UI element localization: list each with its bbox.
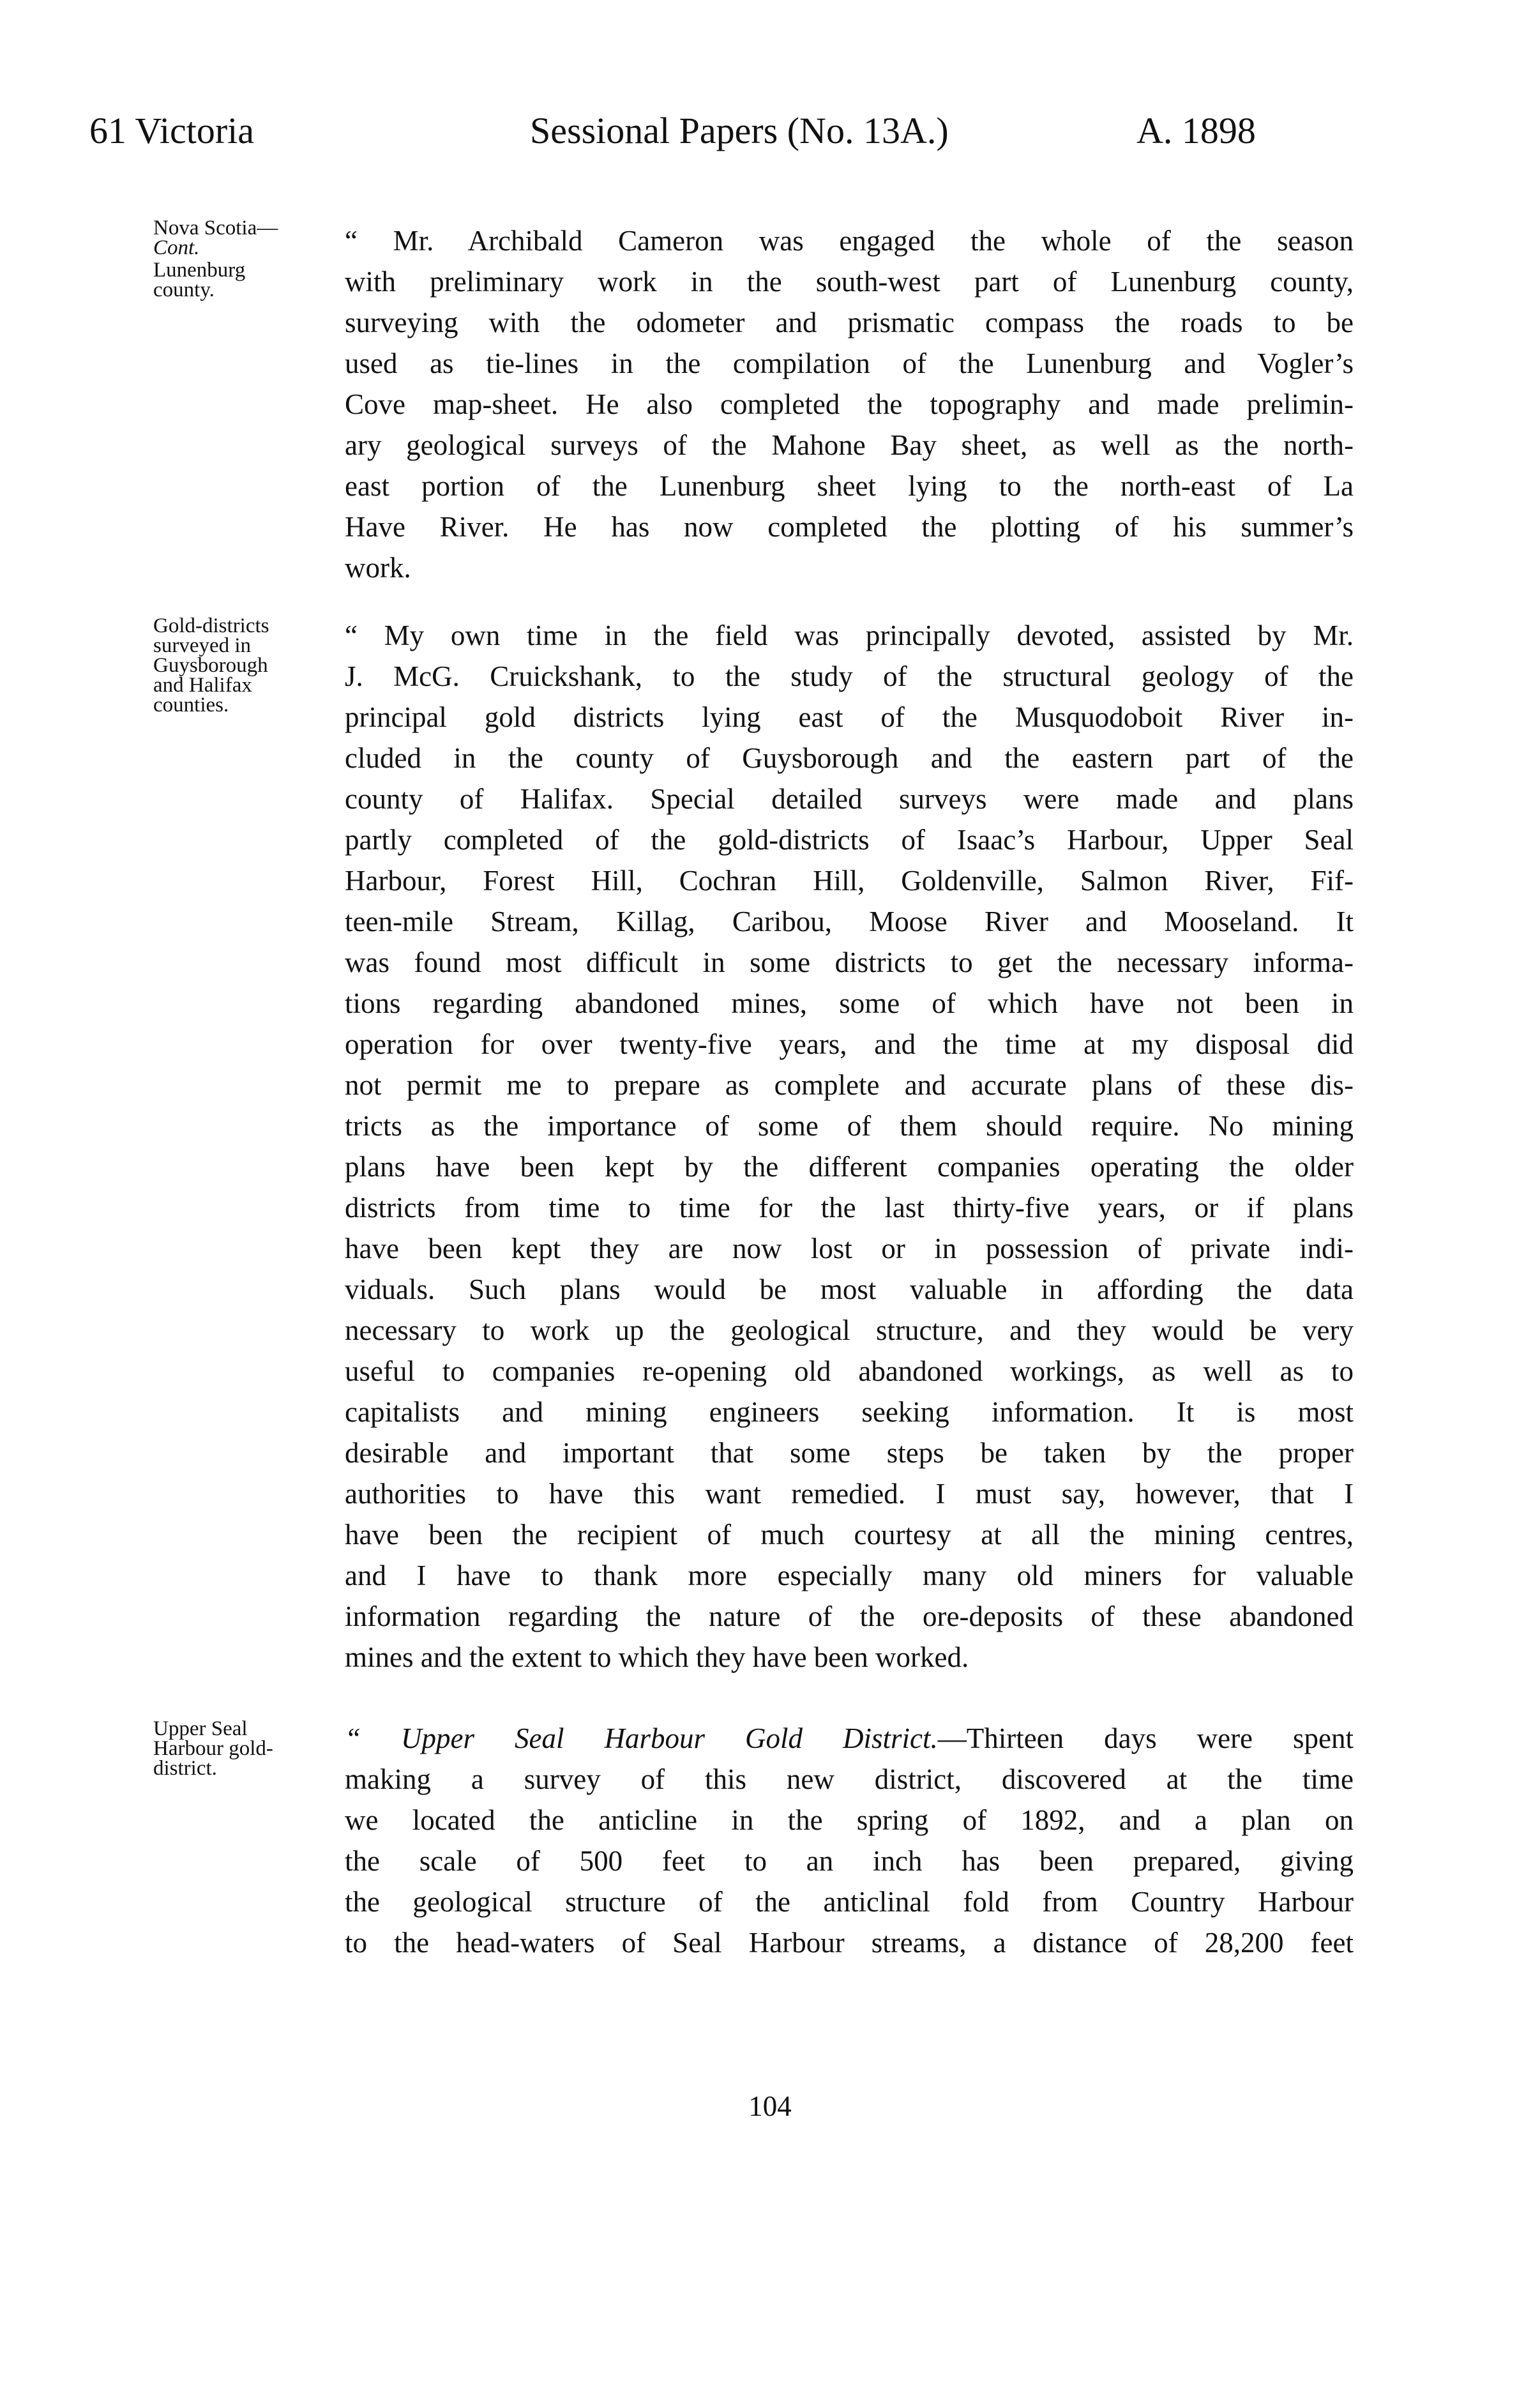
text-line: viduals. Such plans would be most valuable in affording the data bbox=[345, 1273, 1354, 1305]
margin-note-line: county. bbox=[153, 278, 215, 301]
text-line: tions regarding abandoned mines, some of which have not been in bbox=[345, 987, 1354, 1019]
margin-note-line: Guysborough bbox=[153, 654, 268, 677]
page-number: 104 bbox=[748, 2090, 792, 2122]
text-line: J. McG. Cruickshank, to the study of the structural geology of the bbox=[345, 660, 1354, 692]
text-line: work. bbox=[345, 552, 411, 584]
text-line: districts from time to time for the last thirty-five years, or if plans bbox=[345, 1192, 1354, 1224]
text-line: surveying with the odometer and prismatic compass the roads to be bbox=[345, 307, 1354, 338]
margin-note-line: and Halifax bbox=[153, 674, 252, 697]
text-line: cluded in the county of Guysborough and the eastern part of the bbox=[345, 742, 1354, 774]
paragraph-upper-seal-harbour bbox=[345, 1718, 1354, 1963]
text-line: was found most difficult in some districts to get the necessary informa- bbox=[345, 946, 1354, 978]
text-line: necessary to work up the geological structure, and they would be very bbox=[345, 1314, 1354, 1346]
margin-note-line: counties. bbox=[153, 694, 229, 717]
header-left: 61 Victoria bbox=[89, 110, 254, 151]
text-line: Have River. He has now completed the plotting of his summer’s bbox=[345, 511, 1354, 543]
paragraph-own-time bbox=[345, 615, 1354, 1678]
text-line: teen-mile Stream, Killag, Caribou, Moose River and Mooseland. It bbox=[345, 906, 1354, 937]
text-line: have been the recipient of much courtesy at all the mining centres, bbox=[345, 1519, 1354, 1551]
text-line: we located the anticline in the spring of 1892, and a plan on bbox=[345, 1804, 1354, 1836]
margin-note-lunenburg bbox=[153, 218, 313, 300]
text-line: tricts as the importance of some of them should require. No mining bbox=[345, 1110, 1354, 1142]
header-center: Sessional Papers (No. 13A.) bbox=[530, 110, 949, 151]
text-line: operation for over twenty-five years, and the time at my disposal did bbox=[345, 1028, 1354, 1060]
text-line: have been kept they are now lost or in possession of private indi- bbox=[345, 1233, 1354, 1264]
text-line: authorities to have this want remedied. I must say, however, that I bbox=[345, 1478, 1354, 1510]
text-line: Cove map-sheet. He also completed the topography and made prelimin- bbox=[345, 388, 1354, 420]
text-line: county of Halifax. Special detailed surveys were made and plans bbox=[345, 783, 1354, 815]
text-line: “ My own time in the field was principally devoted, assisted by Mr. bbox=[345, 619, 1354, 651]
text-line: partly completed of the gold-districts of Isaac’s Harbour, Upper Seal bbox=[345, 824, 1354, 856]
text-line: information regarding the nature of the ore-deposits of these abandoned bbox=[345, 1600, 1354, 1632]
margin-note-line: Harbour gold- bbox=[153, 1737, 273, 1760]
district-title: “ Upper Seal Harbour Gold District. bbox=[345, 1722, 938, 1754]
margin-note-line: Gold-districts bbox=[153, 614, 269, 637]
text-line: capitalists and mining engineers seeking information. It is most bbox=[345, 1396, 1354, 1428]
margin-note-line: district. bbox=[153, 1757, 217, 1780]
text-line: east portion of the Lunenburg sheet lying to the north-east of La bbox=[345, 470, 1354, 502]
text-segment: —Thirteen days were spent bbox=[937, 1722, 1354, 1754]
text-line: to the head-waters of Seal Harbour streams, a distance of 28,200 feet bbox=[345, 1927, 1354, 1959]
text-line: mines and the extent to which they have been worked. bbox=[345, 1641, 969, 1673]
text-line: the geological structure of the anticlinal fold from Country Harbour bbox=[345, 1886, 1354, 1918]
margin-note-gold-districts bbox=[153, 616, 313, 715]
text-line: the scale of 500 feet to an inch has been prepared, giving bbox=[345, 1845, 1354, 1877]
margin-note-line: Nova Scotia— bbox=[153, 216, 278, 239]
margin-note-line: surveyed in bbox=[153, 634, 252, 657]
text-line: making a survey of this new district, discovered at the time bbox=[345, 1763, 1354, 1795]
paragraph-cameron bbox=[345, 220, 1354, 588]
text-line: with preliminary work in the south-west part of Lunenburg county, bbox=[345, 266, 1354, 298]
text-line: and I have to thank more especially many old miners for valuable bbox=[345, 1560, 1354, 1591]
margin-note-line: Lunenburg bbox=[153, 259, 246, 282]
margin-note-upper-seal-harbour bbox=[153, 1719, 313, 1779]
text-line: used as tie-lines in the compilation of the Lunenburg and Vogler’s bbox=[345, 347, 1354, 379]
text-line: desirable and important that some steps be taken by the proper bbox=[345, 1437, 1354, 1469]
text-line: “ Mr. Archibald Cameron was engaged the whole of the season bbox=[345, 225, 1354, 257]
text-line: plans have been kept by the different companies operating the older bbox=[345, 1151, 1354, 1183]
header-right: A. 1898 bbox=[1136, 110, 1256, 151]
text-line: ary geological surveys of the Mahone Bay sheet, as well as the north- bbox=[345, 429, 1354, 461]
text-line: principal gold districts lying east of the Musquodoboit River in- bbox=[345, 701, 1354, 733]
text-line: not permit me to prepare as complete and accurate plans of these dis- bbox=[345, 1069, 1354, 1101]
text-line: useful to companies re-opening old abandoned workings, as well as to bbox=[345, 1355, 1354, 1387]
text-line bbox=[345, 1718, 1354, 1759]
text-line: Harbour, Forest Hill, Cochran Hill, Goldenville, Salmon River, Fif- bbox=[345, 865, 1354, 897]
margin-note-line: Cont. bbox=[153, 236, 200, 259]
margin-note-line: Upper Seal bbox=[153, 1717, 248, 1740]
running-head bbox=[89, 102, 1366, 160]
